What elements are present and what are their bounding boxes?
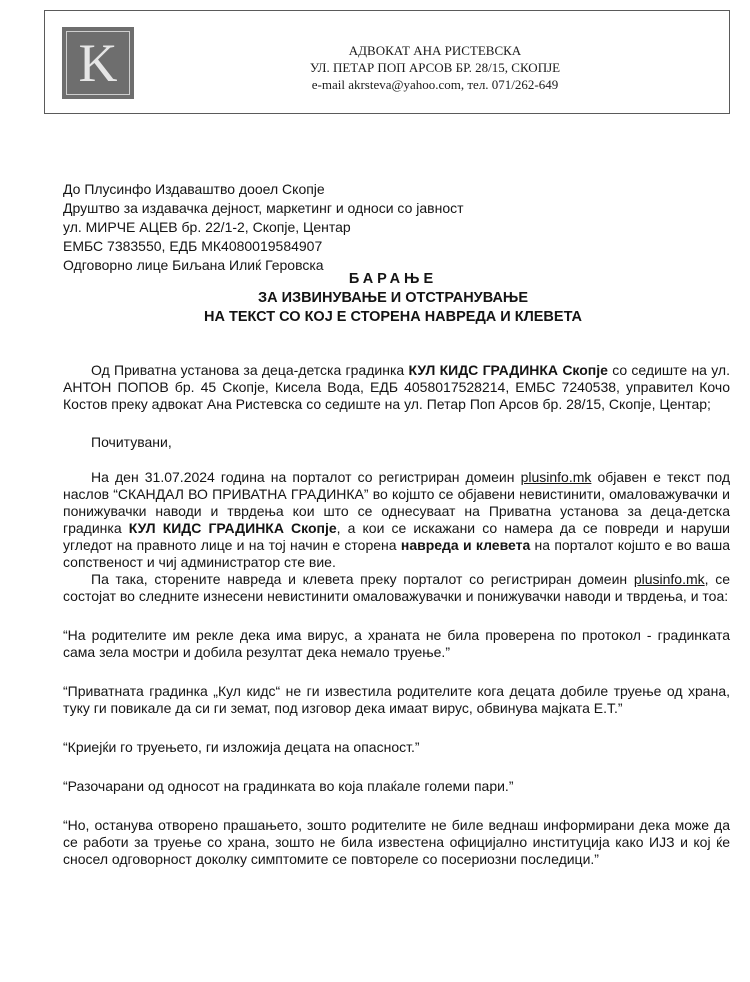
paragraph-text: , се состојат во следните изнесени невистинити омаловажувачки и понижувачки наводи и тврдења, и тоа:	[63, 571, 730, 604]
letterhead	[150, 42, 720, 93]
document-title	[63, 270, 723, 327]
recipient-block	[63, 180, 723, 275]
greeting: Почитувани,	[91, 434, 172, 450]
paragraph-statements	[63, 571, 730, 605]
paragraph-text: Па така, сторените навреда и клевета преку порталот со регистриран домеин	[91, 571, 634, 587]
kindergarten-name: КУЛ КИДС ГРАДИНКА Скопје	[408, 362, 608, 378]
intro-paragraph	[63, 362, 730, 413]
recipient-line: ул. МИРЧЕ АЦЕВ бр. 22/1-2, Скопје, Центар	[63, 219, 351, 235]
paragraph-text: , а кои се искажани со намера да се повреди и наруши угледот на правното лице и на тој начин е сторена	[63, 520, 730, 553]
paragraph-publication	[63, 469, 730, 571]
paragraph-text: објавен е текст под наслов “СКАНДАЛ ВО ПРИВАТНА ГРАДИНКА” во којшто се објавени невистинити, омаловажувачки и понижувачки наводи и тврдења кои што се однесуваат на Приватна установа за деца-детска градинка	[63, 469, 731, 536]
lawyer-contact: e-mail akrsteva@yahoo.com, тел. 071/262-649	[311, 77, 559, 92]
recipient-line: Друштво за издавачка дејност, маркетинг и односи со јавност	[63, 200, 464, 216]
intro-text: со седиште на ул. АНТОН ПОПОВ бр. 45 Скопје, Кисела Вода, ЕДБ 4058017528214, ЕМБС 7240538, управител Кочо Костов преку адвокат Ана Ристевска со седиште на ул. Петар Поп Арсов бр. 28/15, Скопје, Центар;	[63, 362, 730, 412]
title-line-1: БАРАЊЕ	[348, 271, 438, 287]
lawyer-address: УЛ. ПЕТАР ПОП АРСОВ БР. 28/15, СКОПЈЕ	[309, 60, 561, 75]
quote-2: “Приватната градинка „Кул кидс“ не ги известила родителите кога децата добиле труење од храна, туку ги повикале да си ги земат, под изговор дека имаат вирус, обвинува мајката Е.Т.”	[63, 683, 730, 716]
defamation-term: навреда и клевета	[400, 537, 531, 553]
letter-body	[63, 362, 730, 868]
recipient-line: Одговорно лице Биљана Илиќ Геровска	[63, 257, 324, 273]
logo-letter: K	[66, 31, 130, 95]
quote-1: “На родителите им рекле дека има вирус, а храната не била проверена по протокол - градинката сама зела мостри и добила резултат дека немало труење.”	[63, 627, 730, 660]
quote-4: “Разочарани од односот на градинката во која плаќале големи пари.”	[63, 778, 514, 794]
lawyer-name: АДВОКАТ АНА РИСТЕВСКА	[348, 43, 522, 58]
title-line-3: НА ТЕКСТ СО КОЈ Е СТОРЕНА НАВРЕДА И КЛЕВЕТА	[204, 309, 582, 325]
quote-5: “Но, останува отворено прашањето, зошто родителите не биле веднаш информирани дека може да се работи за труење со храна, зошто не била известена официјално институција како ИЈЗ и кој ќе сносел одговорност доколку симптомите се повтореле со посериозни последици.”	[63, 817, 730, 867]
paragraph-text: На ден 31.07.2024 година на порталот со регистриран домеин	[91, 469, 521, 485]
paragraph-text: на порталот којшто е во ваша сопственост и чиј администратор сте вие.	[63, 537, 730, 570]
portal-domain: plusinfo.mk	[633, 571, 705, 587]
quote-3: “Криејќи го труењето, ги изложија децата на опасност.”	[63, 739, 420, 755]
portal-domain: plusinfo.mk	[520, 469, 592, 485]
law-office-logo	[62, 27, 134, 99]
intro-text: Од Приватна установа за деца-детска градинка	[91, 362, 409, 378]
recipient-line: ЕМБС 7383550, ЕДБ МК4080019584907	[63, 238, 323, 254]
recipient-line: До Плусинфо Издаваштво дооел Скопје	[63, 181, 325, 197]
title-line-2: ЗА ИЗВИНУВАЊЕ И ОТСТРАНУВАЊЕ	[257, 290, 528, 306]
kindergarten-name: КУЛ КИДС ГРАДИНКА Скопје	[128, 520, 337, 536]
